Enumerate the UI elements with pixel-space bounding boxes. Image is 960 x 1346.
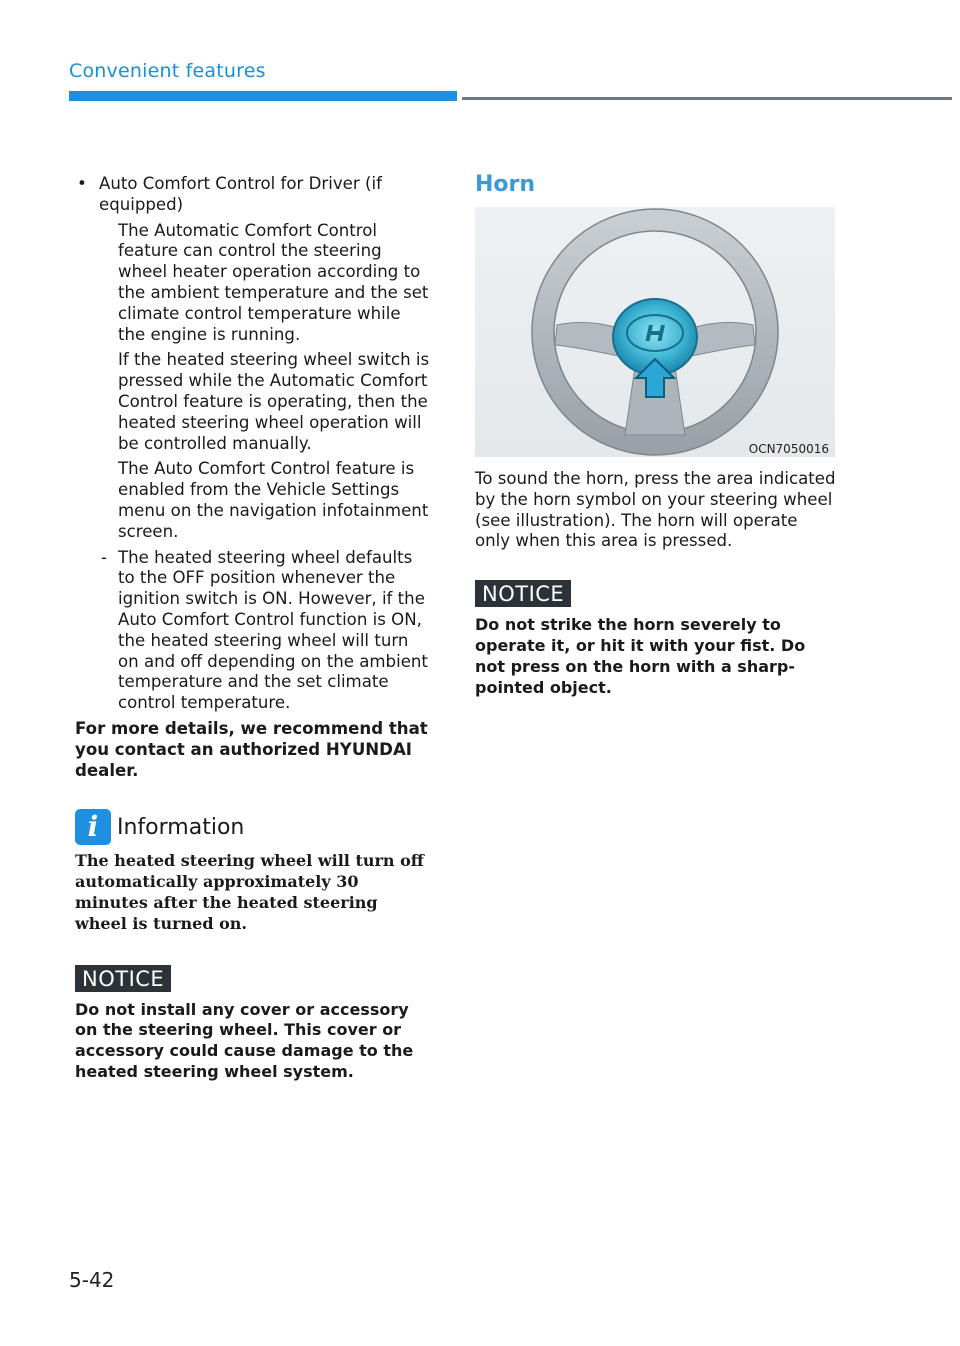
dash-item (75, 548, 431, 714)
information-body: The heated steering wheel will turn off automatically approximately 30 minutes after the heated steering wheel is turned on. (75, 851, 424, 933)
figure-code: OCN7050016 (748, 442, 829, 456)
info-icon (75, 809, 111, 845)
bullet-marker: • (77, 174, 87, 193)
notice-block-left (75, 965, 431, 1083)
more-details-text: For more details, we recommend that you contact an authorized HYUNDAI dealer. (75, 718, 428, 780)
notice-text: Do not install any cover or accessory on the steering wheel. This cover or accessory could cause damage to the heated steering wheel system. (75, 999, 414, 1081)
bullet-text: Auto Comfort Control for Driver (if equipped) (99, 174, 382, 214)
right-column (475, 172, 837, 698)
paragraph-manual-override: If the heated steering wheel switch is pressed while the Automatic Comfort Control feature is operating, then the heated steering wheel operation will be controlled manually. (118, 350, 430, 453)
information-header (75, 809, 431, 845)
steering-wheel-graphic (475, 207, 835, 457)
notice-badge: NOTICE (75, 965, 171, 992)
dash-marker: - (101, 547, 107, 567)
header-rule (462, 97, 952, 100)
header-accent-bar (69, 91, 457, 101)
bullet-item (75, 174, 431, 216)
info-icon-glyph: i (87, 810, 99, 844)
information-title: Information (117, 814, 245, 840)
steering-wheel-illustration (475, 207, 835, 457)
dash-text: The heated steering wheel defaults to the OFF position whenever the ignition switch is ON. However, if the Auto Comfort Control function is ON, the heated steering wheel will turn on and off depending on the ambient temperature and the set climate control temperature. (118, 547, 428, 713)
notice-block-right (475, 580, 837, 698)
notice-badge: NOTICE (475, 580, 571, 607)
left-column (75, 174, 431, 1083)
horn-section-title: Horn (475, 172, 536, 197)
paragraph-auto-comfort: The Automatic Comfort Control feature can control the steering wheel heater operation according to the ambient temperature and the set climate control temperature while the engine is running. (118, 220, 429, 344)
section-header-title: Convenient features (69, 60, 266, 82)
notice-text: Do not strike the horn severely to operate it, or hit it with your fist. Do not press on the horn with a sharp-pointed object. (475, 615, 806, 697)
page-number: 5-42 (69, 1268, 115, 1292)
paragraph-settings-menu: The Auto Comfort Control feature is enabled from the Vehicle Settings menu on the navigation infotainment screen. (118, 459, 429, 541)
horn-description: To sound the horn, press the area indicated by the horn symbol on your steering wheel (see illustration). The horn will operate only when this area is pressed. (475, 469, 836, 551)
